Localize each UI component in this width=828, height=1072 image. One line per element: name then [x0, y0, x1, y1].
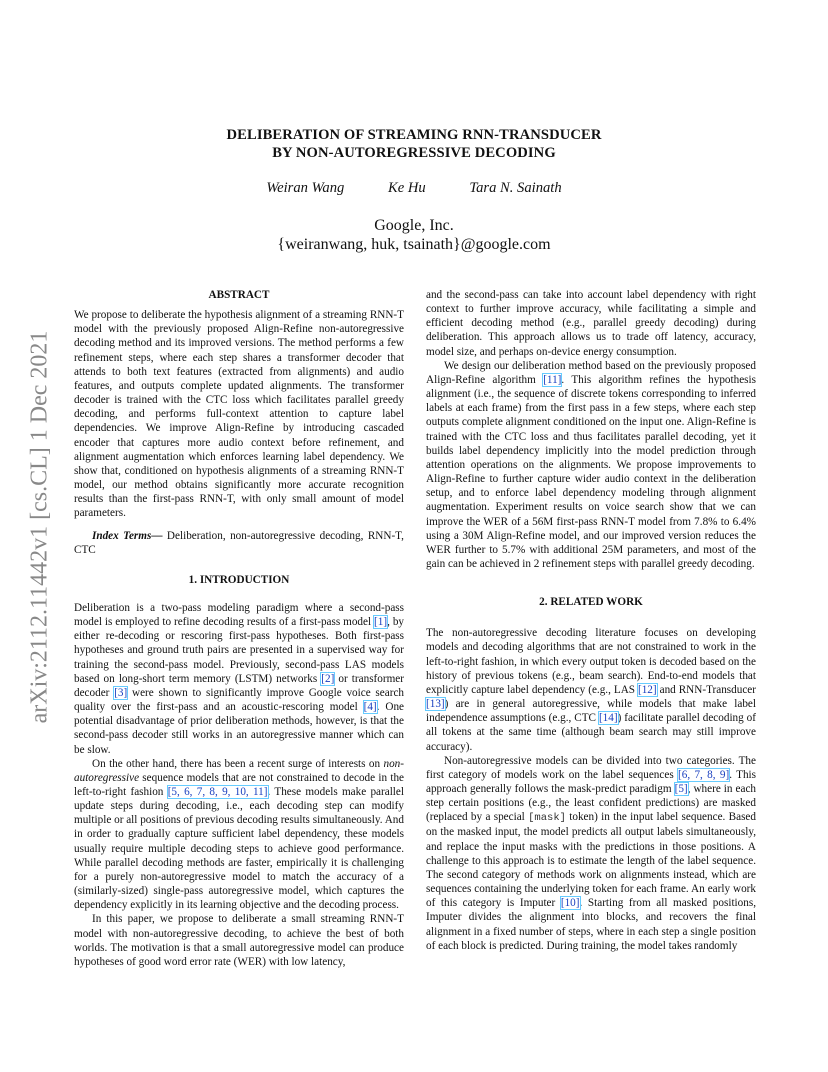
- intro-p1-text: , by either re-decoding or rescoring first-pass hypotheses. Both first-pass hypotheses and ground truth pairs are presented in a supervised way for training the second-pass model. Previously, second-pass LAS models based on long-short term memory (LSTM) networks: [74, 616, 405, 685]
- related-p1-text: ) are in general autoregressive, while models that make label independence assumptions (e.g., CTC: [426, 698, 756, 725]
- citation-link[interactable]: [4]: [363, 701, 377, 714]
- intro-paragraph-3: In this paper, we propose to deliberate a small streaming RNN-T model with non-autoregressive decoding, to achieve the best of both worlds. The motivation is that a small autoregressive model can produce hypotheses of good word error rate (WER) with low latency,: [74, 913, 404, 968]
- related-p2-text: . Starting from all masked positions, Imputer divides the alignment into blocks, and recovers the final alignment in a fixed number of steps, where in each step a single position of each block is predicted. During training, the model takes randomly: [426, 897, 757, 952]
- left-column: [74, 288, 404, 969]
- citation-link[interactable]: [6, 7, 8, 9]: [678, 768, 730, 781]
- index-terms-label: Index Terms—: [92, 529, 163, 542]
- mask-token: [mask]: [528, 812, 566, 825]
- intro-p1-text: Deliberation is a two-pass modeling paradigm where a second-pass model is employed to refine decoding results of a first-pass model: [74, 601, 404, 629]
- author-list: [0, 180, 828, 197]
- citation-link[interactable]: [3]: [114, 686, 128, 699]
- citation-link[interactable]: [1]: [374, 616, 388, 629]
- author-2: Ke Hu: [387, 180, 426, 196]
- intro-p1-text: were shown to significantly improve Google voice search quality over the first-pass and an acoustic-rescoring model: [74, 686, 405, 714]
- affiliation: [0, 216, 828, 254]
- citation-link[interactable]: [12]: [637, 683, 657, 696]
- citation-link[interactable]: [5]: [674, 783, 688, 795]
- related-p2-text: . This approach generally follows the mask-predict paradigm: [426, 768, 757, 795]
- intro-p4-text: We design our deliberation method based on the previously proposed Align-Refine algorithm: [426, 359, 756, 386]
- abstract-text: We propose to deliberate the hypothesis alignment of a streaming RNN-T model with the previously proposed Align-Refine non-autoregressive decoding method and its improved versions. The method performs a few refinement steps, where each step shares a transformer decoder that attends to both text features (extracted from alignments) and audio features, and outputs complete updated alignments. The transformer decoder is trained with the CTC loss which facilitates parallel greedy decoding, and performs full-context attention to capture label dependencies. We improve Align-Refine by introducing cascaded encoder that captures more audio context before refinement, and alignment augmentation which enforces learning label dependency. We show that, conditioned on hypothesis alignments of a streaming RNN-T model, our method obtains significantly more accurate recognition results than the first-pass RNN-T, with only small amount of model parameters.: [74, 309, 404, 520]
- related-p2-text: Non-autoregressive models can be divided into two categories. The first category of models work on the label sequences: [426, 754, 756, 781]
- intro-p2-text: sequence models that are not constrained to decode in the left-to-right fashion: [74, 771, 404, 798]
- author-1: Weiran Wang: [266, 180, 345, 196]
- citation-link[interactable]: [10]: [560, 897, 580, 910]
- intro-paragraph-1: [74, 601, 404, 757]
- related-p1-text: ) facilitate parallel decoding of all tokens at the same time (although beam search may still improve accuracy).: [426, 712, 756, 753]
- citation-link[interactable]: [13]: [426, 698, 445, 711]
- index-terms: [74, 529, 404, 557]
- related-p2-text: token) in the input label sequence. Based on the masked input, the model predicts all output labels simultaneously, and replace the input masks with the predictions in those positions. A challenge to this approach is to estimate the length of the label sequence. The second category of methods work on alignments instead, which are sequences containing the underlying token for each frame. An early work of this category is Imputer: [426, 811, 756, 910]
- intro-paragraph-3-cont: and the second-pass can take into account label dependency with right context to further improve accuracy, while facilitating a simple and efficient decoding method (e.g., parallel greedy decoding) during deliberation. This approach allows us to trade off latency, accuracy, model size, and perhaps on-device energy consumption.: [426, 289, 756, 358]
- intro-p1-text: . One potential disadvantage of prior deliberation methods, however, is that the second-pass decoder still works in an autoregressive manner which can be slow.: [74, 701, 405, 756]
- arxiv-stamp-text: arXiv:2112.11442v1 [cs.CL] 1 Dec 2021: [26, 330, 53, 724]
- related-p1-text: and RNN-Transducer: [656, 683, 756, 696]
- citation-link[interactable]: [5, 6, 7, 8, 9, 10, 11]: [167, 786, 268, 798]
- index-terms-text: Deliberation, non-autoregressive decoding, RNN-T, CTC: [74, 529, 404, 556]
- paper-title: [0, 126, 828, 162]
- intro-paragraph-2: [74, 757, 404, 913]
- affiliation-email: {weiranwang, huk, tsainath}@google.com: [277, 236, 551, 253]
- intro-p2-emphasis: non-autoregressive: [74, 757, 404, 784]
- author-3: Tara N. Sainath: [469, 180, 562, 196]
- intro-p4-text: . This algorithm refines the hypothesis alignment (i.e., the sequence of discrete tokens corresponding to inferred labels at each frame) from the first pass in a few steps, where each step outputs complete alignment conditioned on the input one. Align-Refine is trained with the CTC loss and thus facilitates parallel decoding, yet it builds label dependency implicitly into the model prediction through attention operations on the alignments. We propose improvements to Align-Refine to further capture wider audio context in the deliberation setup, and to enforce label dependency modeling through alignment augmentation. Experiment results on voice search show that we can improve the WER of a 56M first-pass RNN-T model from 7.8% to 6.4% using a 30M Align-Refine model, and our improved version reduces the WER further to 5.7% with additional 25M parameters, and most of the gain can be achieved in 2 refinement steps with parallel greedy decoding.: [426, 373, 756, 570]
- related-paragraph-2: [426, 754, 756, 953]
- intro-paragraph-4: [426, 359, 756, 571]
- right-column: [426, 288, 756, 953]
- title-line-1: DELIBERATION OF STREAMING RNN-TRANSDUCER: [226, 127, 602, 143]
- related-heading: 2. RELATED WORK: [539, 596, 643, 609]
- affiliation-org: Google, Inc.: [374, 217, 454, 234]
- arxiv-stamp: [8, 292, 72, 762]
- related-p2-text: , where in each step certain positions (e.g., the least confident predictions) are masked (replaced by a special: [426, 783, 757, 824]
- intro-p2-text: . These models make parallel update steps during decoding, i.e., each decoding step can modify multiple or all positions of previous decoding results simultaneously. And in order to gradually capture sufficient label dependency, these models usually require multiple decoding steps to achieve good performance. While parallel decoding methods are faster, empirically it is challenging for a purely non-autoregressive model to match the accuracy of a (similarly-sized) single-pass autoregressive model, which captures the dependency explicitly in its learning objective and the decoding process.: [74, 786, 404, 912]
- citation-link[interactable]: [14]: [598, 712, 618, 725]
- title-line-2: BY NON-AUTOREGRESSIVE DECODING: [272, 145, 556, 161]
- related-paragraph-1: [426, 626, 756, 753]
- intro-p1-text: or transformer decoder: [74, 672, 404, 699]
- intro-heading: 1. INTRODUCTION: [188, 573, 290, 586]
- citation-link[interactable]: [2]: [321, 672, 335, 685]
- abstract-heading: ABSTRACT: [208, 289, 270, 301]
- citation-link[interactable]: [11]: [543, 373, 562, 386]
- related-p1-text: The non-autoregressive decoding literature focuses on developing models and decoding algorithms that are not constrained to work in the left-to-right fashion, in which every output token is decoded based on the history of previous tokens (e.g., beam search). End-to-end models that explicitly capture label dependency (e.g., LAS: [426, 627, 756, 696]
- intro-p2-text: On the other hand, there has been a recent surge of interests on: [92, 757, 384, 770]
